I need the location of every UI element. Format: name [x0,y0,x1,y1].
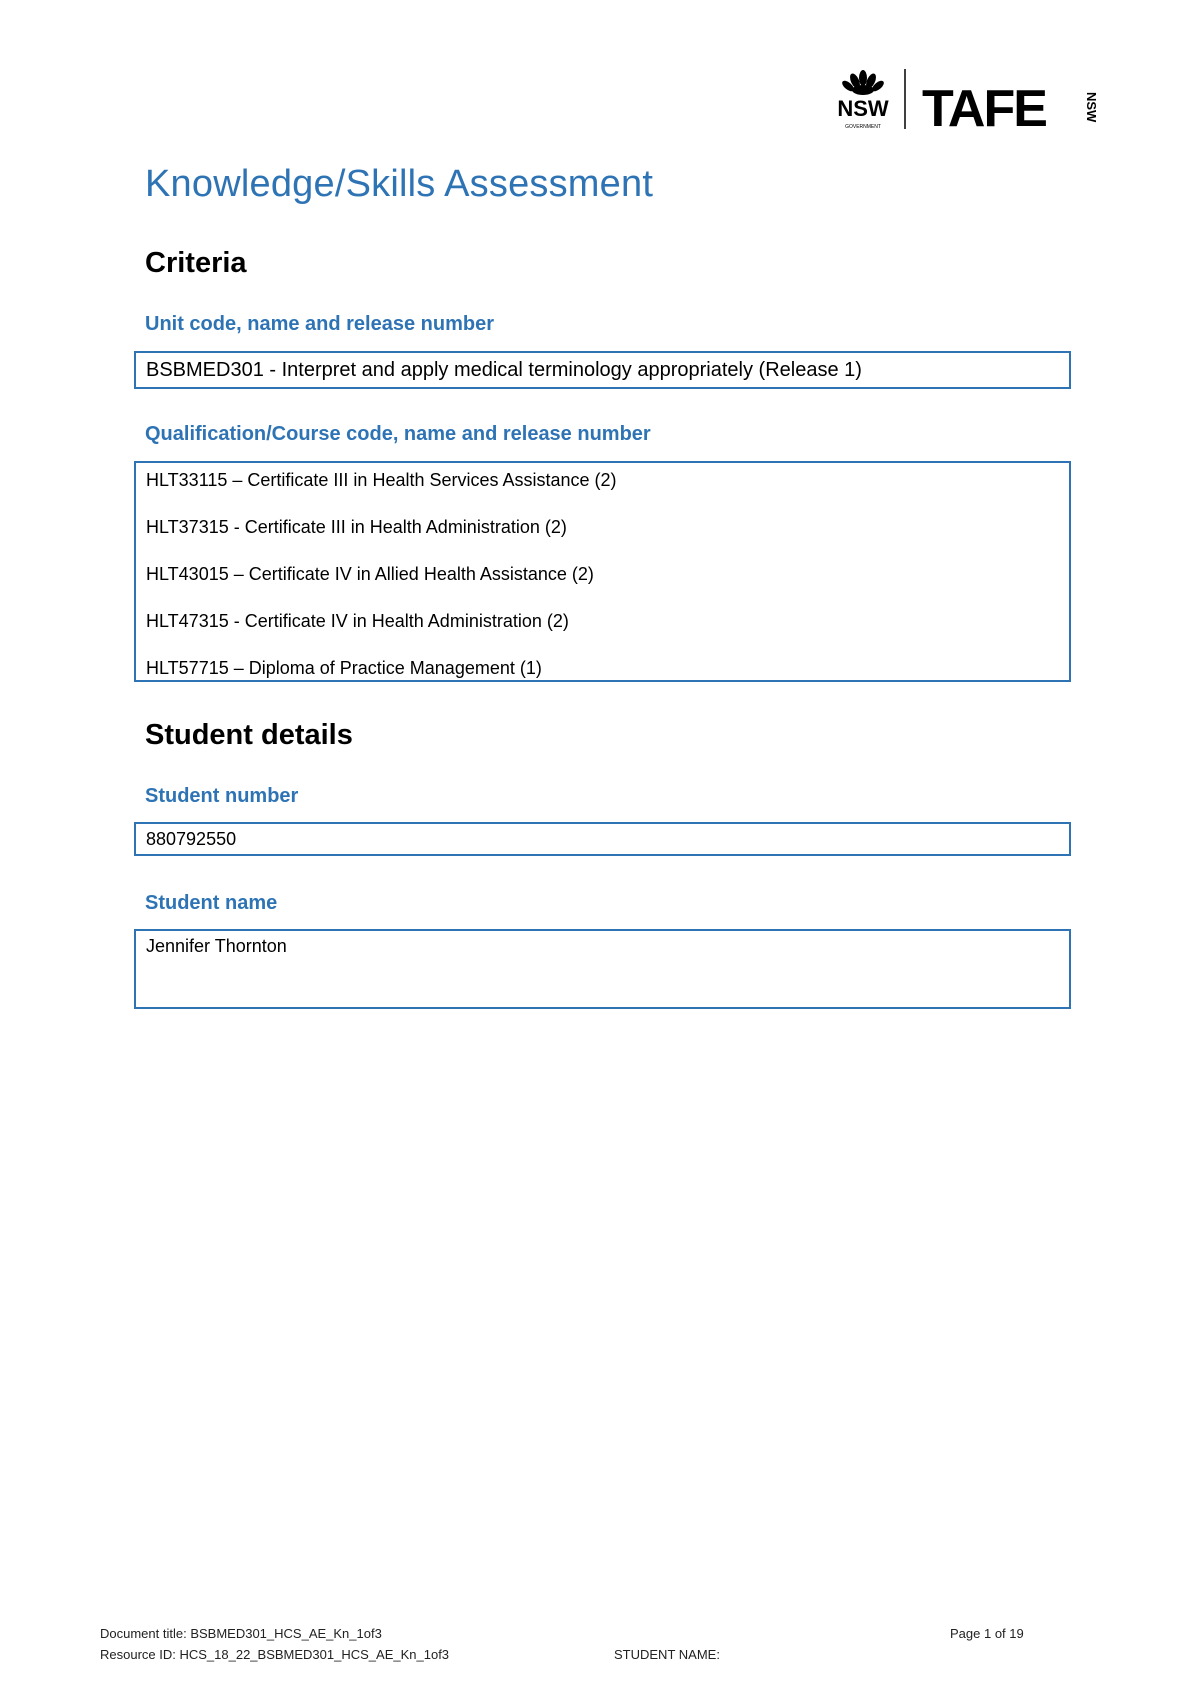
unit-value: BSBMED301 - Interpret and apply medical terminology appropriately (Release 1) [146,359,862,381]
footer-page-number: Page 1 of 19 [950,1626,1024,1641]
qualification-field[interactable] [134,461,1071,682]
tafe-label: TAFE [922,80,1046,138]
qualification-item: HLT37315 - Certificate III in Health Administration (2) [146,517,567,537]
qualification-label: Qualification/Course code, name and release number [145,423,651,445]
student-details-heading: Student details [145,719,353,751]
student-name-field[interactable] [134,929,1071,1009]
student-number-label: Student number [145,785,299,807]
unit-field[interactable] [134,351,1071,389]
tafe-nsw-label: NSW [1084,92,1099,123]
criteria-heading: Criteria [145,247,247,279]
footer-document-title: Document title: BSBMED301_HCS_AE_Kn_1of3 [100,1626,382,1641]
student-number-value: 880792550 [146,829,237,849]
nsw-tafe-logo [832,66,1099,138]
unit-label: Unit code, name and release number [145,313,494,335]
footer-resource-id: Resource ID: HCS_18_22_BSBMED301_HCS_AE_Kn_1of3 [100,1647,450,1662]
qualification-item: HLT57715 – Diploma of Practice Management (1) [146,658,542,678]
qualification-item: HLT47315 - Certificate IV in Health Administration (2) [146,611,569,631]
qualification-item: HLT33115 – Certificate III in Health Services Assistance (2) [146,470,617,490]
header-logos [832,66,1099,138]
student-name-value: Jennifer Thornton [146,936,287,956]
student-name-label: Student name [145,892,278,914]
footer-student-name-label: STUDENT NAME: [614,1647,720,1662]
nsw-label: NSW [837,96,889,121]
page-title: Knowledge/Skills Assessment [145,163,654,205]
waratah-icon [840,70,885,95]
qualification-item: HLT43015 – Certificate IV in Allied Health Assistance (2) [146,564,594,584]
student-number-field[interactable] [134,822,1071,856]
nsw-government-label: GOVERNMENT [845,124,881,130]
